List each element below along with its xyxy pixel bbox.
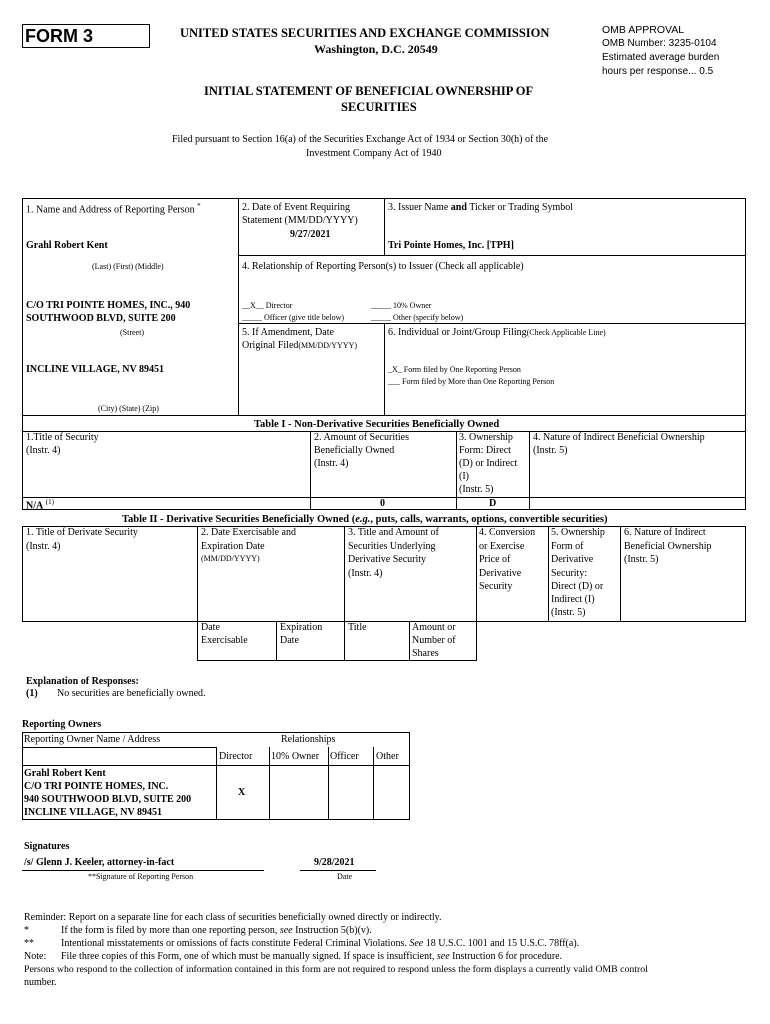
ro-col-ten-pct: 10% Owner [271, 751, 320, 762]
ro-name-3: 940 SOUTHWOOD BLVD, SUITE 200 [24, 794, 192, 805]
filed-pursuant-1: Filed pursuant to Section 16(a) of the Securities Exchange Act of 1934 or Section 30(h) of the [172, 134, 549, 145]
form-label-box [22, 24, 150, 48]
t2-h4e: Security [479, 581, 513, 592]
t2-h5b: Form of [551, 541, 584, 552]
t2-h4d: Derivative [479, 568, 522, 579]
street-line-1: C/O TRI POINTE HOMES, INC., 940 [26, 300, 191, 311]
t2-sub-amt-2: Number of [412, 635, 456, 646]
t1-h4b: (Instr. 5) [533, 445, 568, 456]
director-check: __X__ Director [242, 301, 293, 310]
t2-h3c: Derivative Security [348, 554, 427, 565]
ro-col-name: Reporting Owner Name / Address [24, 734, 161, 745]
t2-sub-date-1: Date [201, 622, 220, 633]
t2-sub-amt-1: Amount or [412, 622, 456, 633]
t2-h3b: Securities Underlying [348, 541, 436, 552]
t2-h5e: Direct (D) or [551, 581, 604, 592]
t2-sub-title: Title [348, 622, 367, 633]
ro-name-2: C/O TRI POINTE HOMES, INC. [24, 781, 169, 792]
ro-col-director: Director [219, 751, 253, 762]
box5-label-1: 5. If Amendment, Date [242, 327, 334, 338]
ro-director-mark: X [238, 787, 246, 798]
footer-dstar-text: Intentional misstatements or omissions of facts constitute Federal Criminal Violations. See 18 U.S.C. 1001 and 15 U.S.C. 78ff(a). [61, 938, 580, 949]
t1-h2b: Beneficially Owned [314, 445, 395, 456]
box3-label: 3. Issuer Name and Ticker or Trading Symbol [388, 202, 574, 213]
signatures-heading: Signatures [24, 841, 70, 852]
form-label: FORM 3 [25, 26, 94, 46]
name-caption: (Last) (First) (Middle) [92, 262, 164, 271]
date-caption: Date [337, 872, 353, 881]
t2-h3a: 3. Title and Amount of [348, 527, 439, 538]
t2-h5c: Derivative [551, 554, 594, 565]
t2-h6c: (Instr. 5) [624, 554, 659, 565]
street-line-2: SOUTHWOOD BLVD, SUITE 200 [26, 313, 176, 324]
omb-approval: OMB APPROVAL [602, 24, 685, 36]
box2-label-1: 2. Date of Event Requiring [242, 202, 351, 213]
t1-h3c: (D) or Indirect [459, 458, 518, 469]
footer-persons-1: Persons who respond to the collection of information contained in this form are not required to respond unless the form displays a currently valid OMB control [24, 964, 648, 975]
t2-sub-exp-2: Date [280, 635, 299, 646]
ro-col-other: Other [376, 751, 399, 762]
t2-h4c: Price of [479, 554, 511, 565]
t1-row-amount: 0 [380, 498, 385, 509]
t2-h4a: 4. Conversion [479, 527, 536, 538]
t1-row-form: D [489, 498, 497, 509]
signature-date: 9/28/2021 [314, 857, 355, 868]
agency-city: Washington, D.C. 20549 [314, 42, 438, 56]
t2-h2a: 2. Date Exercisable and [201, 527, 296, 538]
omb-burden-2: hours per response... 0.5 [602, 66, 714, 77]
ro-col-relationships: Relationships [281, 734, 336, 745]
box1-label-mark: * [197, 202, 201, 210]
t1-h3d: (I) [459, 471, 469, 482]
box6-label: 6. Individual or Joint/Group Filing(Check Applicable Line) [388, 327, 606, 338]
t2-h1a: 1. Title of Derivate Security [26, 527, 138, 538]
reporting-owners-heading: Reporting Owners [22, 719, 102, 730]
t1-h3a: 3. Ownership [459, 432, 513, 443]
footer-star-mark: * [24, 925, 29, 936]
t2-h5d: Security: [551, 568, 588, 579]
city-state-zip: INCLINE VILLAGE, NV 89451 [26, 364, 164, 375]
form-title-2: SECURITIES [341, 100, 417, 114]
t1-h3b: Form: Direct [459, 445, 511, 456]
t2-h2c: (MM/DD/YYYY) [201, 554, 260, 563]
box2-label-2: Statement (MM/DD/YYYY) [242, 215, 358, 226]
signer-name: /s/ Glenn J. Keeler, attorney-in-fact [24, 857, 175, 868]
t2-h6b: Beneficial Ownership [624, 541, 712, 552]
box1-label: 1. Name and Address of Reporting Person * [26, 202, 201, 216]
explanation-note-num: (1) [26, 688, 38, 699]
table2-title: Table II - Derivative Securities Beneficially Owned (e.g., puts, calls, warrants, options, convertible securities) [122, 514, 608, 525]
t2-h5a: 5. Ownership [551, 527, 605, 538]
other-check: _____ Other (specify below) [371, 313, 464, 322]
ro-col-officer: Officer [330, 751, 359, 762]
t2-h1b: (Instr. 4) [26, 541, 61, 552]
footer-reminder: Reminder: Report on a separate line for each class of securities beneficially owned directly or indirectly. [24, 912, 442, 923]
officer-check: _____ Officer (give title below) [242, 313, 345, 322]
t1-h2c: (Instr. 4) [314, 458, 349, 469]
t1-row-title: N/A $^{(1)}$ [26, 498, 54, 512]
omb-burden-1: Estimated average burden [602, 52, 720, 63]
filing-more-persons: ___ Form filed by More than One Reporting Person [388, 377, 555, 386]
t2-h3d: (Instr. 4) [348, 568, 383, 579]
t1-h4a: 4. Nature of Indirect Beneficial Ownership [533, 432, 705, 443]
signature-caption: **Signature of Reporting Person [88, 872, 194, 881]
explanation-note-text: No securities are beneficially owned. [57, 688, 206, 699]
footer-note-text: File three copies of this Form, one of which must be manually signed. If space is insufficient, see Instruction 6 for procedure. [61, 951, 563, 962]
t2-h4b: or Exercise [479, 541, 525, 552]
ro-name-4: INCLINE VILLAGE, NV 89451 [24, 807, 162, 818]
t2-sub-date-2: Exercisable [201, 635, 248, 646]
event-date: 9/27/2021 [290, 229, 331, 240]
agency-name: UNITED STATES SECURITIES AND EXCHANGE COMMISSION [180, 26, 550, 40]
omb-number: OMB Number: 3235-0104 [602, 38, 717, 49]
t1-h1b: (Instr. 4) [26, 445, 61, 456]
footer-persons-2: number. [24, 977, 57, 988]
t2-sub-exp-1: Expiration [280, 622, 323, 633]
t1-h1a: 1.Title of Security [26, 432, 99, 443]
explanation-heading: Explanation of Responses: [26, 676, 139, 687]
ro-name-1: Grahl Robert Kent [24, 768, 106, 779]
footer-star-text: If the form is filed by more than one reporting person, see Instruction 5(b)(v). [61, 925, 372, 936]
issuer-name: Tri Pointe Homes, Inc. [TPH] [388, 240, 514, 251]
filing-one-person: _X_ Form filed by One Reporting Person [388, 365, 521, 374]
filed-pursuant-2: Investment Company Act of 1940 [306, 148, 442, 159]
box4-label: 4. Relationship of Reporting Person(s) to Issuer (Check all applicable) [242, 261, 524, 272]
t2-sub-amt-3: Shares [412, 648, 439, 659]
t2-h5g: (Instr. 5) [551, 607, 586, 618]
reporting-person-name: Grahl Robert Kent [26, 240, 108, 251]
form-title-1: INITIAL STATEMENT OF BENEFICIAL OWNERSHIP OF [204, 84, 534, 98]
t2-h6a: 6. Nature of Indirect [624, 527, 706, 538]
t1-h3e: (Instr. 5) [459, 484, 494, 495]
footer-note-label: Note: [24, 951, 47, 962]
t2-h5f: Indirect (I) [551, 594, 595, 605]
t2-h2b: Expiration Date [201, 541, 265, 552]
t1-h2a: 2. Amount of Securities [314, 432, 409, 443]
street-caption: (Street) [120, 328, 144, 337]
box5-label-2: Original Filed(MM/DD/YYYY) [242, 340, 358, 351]
table1-title: Table I - Non-Derivative Securities Beneficially Owned [254, 419, 500, 430]
ten-pct-check: _____ 10% Owner [371, 301, 432, 310]
city-caption: (City) (State) (Zip) [98, 404, 159, 413]
footer-dstar-mark: ** [24, 938, 34, 949]
